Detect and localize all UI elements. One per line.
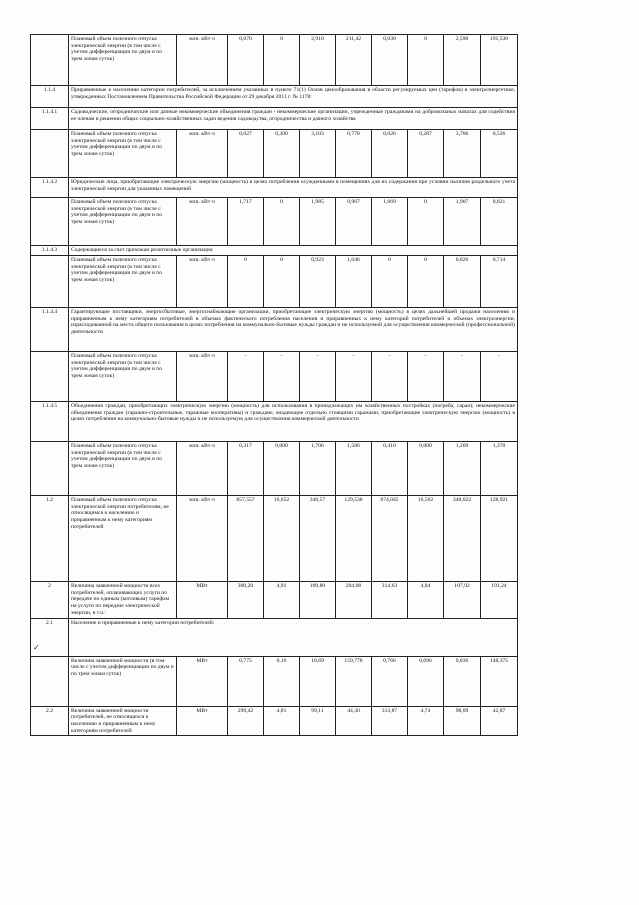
indicator-name-cell: Плановый объем полезного отпуска электрической энергии (в том числе с учетом дифференциации по двум и по трем зонам суток) bbox=[69, 198, 177, 246]
value-cell: 1,706 bbox=[300, 442, 336, 496]
value-cell: 0,300 bbox=[264, 130, 300, 178]
value-cell: 159,778 bbox=[336, 656, 372, 706]
row-number-cell: 1.1.4.5 bbox=[31, 402, 69, 442]
value-cell: 109,80 bbox=[300, 582, 336, 619]
value-cell: 314,63 bbox=[372, 582, 408, 619]
value-cell: 1,586 bbox=[336, 442, 372, 496]
unit-cell: МВт bbox=[177, 706, 228, 736]
value-cell: 0,10 bbox=[264, 656, 300, 706]
row-number-cell: 1.1.4.1 bbox=[31, 108, 69, 130]
value-cell: - bbox=[408, 352, 444, 402]
unit-cell: млн. кВт·ч bbox=[177, 496, 228, 582]
row-number-cell bbox=[31, 352, 69, 402]
check-mark-icon: ✓ bbox=[33, 643, 40, 652]
value-cell: 0,967 bbox=[336, 198, 372, 246]
value-cell: 9,836 bbox=[444, 656, 481, 706]
section-title-cell: Население и приравненные к нему категории потребителей: bbox=[69, 618, 518, 656]
indicator-name-cell: Плановый объем полезного отпуска электрической энергии (в том числе с учетом дифференциации по двум и по трем зонам суток) bbox=[69, 442, 177, 496]
value-cell: 2,590 bbox=[444, 35, 481, 86]
table-row bbox=[31, 496, 518, 582]
section-title-cell: Объединения граждан, приобретающих электрическую энергию (мощность) для использования в принадлежащих им хозяйственных постройках (погреба, сараи); некоммерческие объединения граждан (гаражно-строительные, гаражные кооперативы) и граждане, владеющие отдельно стоящими гаражами, приобретающие электрическую энергию (мощность) в целях потребления на коммунально-бытовые нужды и не используемую для осуществления коммерческой деятельности bbox=[69, 402, 518, 442]
value-cell: - bbox=[228, 352, 264, 402]
section-title-cell: Гарантирующие поставщики, энергосбытовые, энергоснабжающие организации, приобретающие электрическую энергию (мощность) в целях дальнейшей продажи населению и приравненным к нему категориям потребителей в объемах фактического потребления населения и приравненных к нему категорий потребителей и объемах электроэнергии, израсходованной на места общего пользования в целях потребления на коммунально-бытовые нужды граждан и не используемой для осуществления коммерческой (профессиональной) деятельности bbox=[69, 308, 518, 352]
section-title-cell: Приравненные к населению категории потребителей, за исключением указанных в пункте 71(1) Основ ценообразования в области регулируемых цен (тарифов) в электроэнергетике, утвержденных Постановлением Правительства Российской Федерации от 29 декабря 2011 г. № 1178: bbox=[69, 86, 518, 108]
value-cell: 0 bbox=[408, 35, 444, 86]
row-number-cell: 1.2 bbox=[31, 496, 69, 582]
value-cell: 0,410 bbox=[372, 442, 408, 496]
value-cell: 0,821 bbox=[481, 198, 518, 246]
value-cell: 191,530 bbox=[481, 35, 518, 86]
indicator-name-cell: Величина заявленной мощности (в том числе с учетом дифференциации по двум и по трем зонам суток) bbox=[69, 656, 177, 706]
table-row bbox=[31, 198, 518, 246]
value-cell: 204,08 bbox=[336, 582, 372, 619]
value-cell: 4,91 bbox=[264, 582, 300, 619]
value-cell: 98,09 bbox=[444, 706, 481, 736]
indicator-name-cell: Плановый объем полезного отпуска электрической энергии потребителям, не относящимся к населению и приравненным к нему категориям потребителей bbox=[69, 496, 177, 582]
value-cell: 191,24 bbox=[481, 582, 518, 619]
value-cell: 0 bbox=[228, 256, 264, 308]
row-number-cell: 1.1.4.4 bbox=[31, 308, 69, 352]
indicator-name-cell: Плановый объем полезного отпуска электрической энергии (в том числе с учетом дифференциации по двум и по трем зонам суток) bbox=[69, 352, 177, 402]
section-title-cell: Садоводческие, огороднические или дачные некоммерческие объединения граждан - некоммерческие организации, учрежденные гражданами на добровольных началах для содействия ее членам в решении общих социально-хозяйственных задач ведения садоводства, огородничества и дачного хозяйства bbox=[69, 108, 518, 130]
unit-cell: млн. кВт·ч bbox=[177, 130, 228, 178]
value-cell: 4,74 bbox=[408, 706, 444, 736]
value-cell: 0,778 bbox=[336, 130, 372, 178]
value-cell: 0 bbox=[264, 198, 300, 246]
value-cell: 42,87 bbox=[481, 706, 518, 736]
value-cell: 874,045 bbox=[372, 496, 408, 582]
value-cell: - bbox=[372, 352, 408, 402]
indicator-name-cell: Величина заявленной мощности всех потребителей, оплачивающих услуги по передаче по единым (котловым) тарифам на услуги по передаче электрической энергии, в т.ч.: bbox=[69, 582, 177, 619]
value-cell: 1,717 bbox=[228, 198, 264, 246]
value-cell: 0 bbox=[408, 198, 444, 246]
row-number-cell: 1.1.4 bbox=[31, 86, 69, 108]
value-cell: 346,57 bbox=[300, 496, 336, 582]
table-row bbox=[31, 582, 518, 619]
unit-cell: МВт bbox=[177, 582, 228, 619]
value-cell: 348,022 bbox=[444, 496, 481, 582]
value-cell: 857,557 bbox=[228, 496, 264, 582]
value-cell: - bbox=[336, 352, 372, 402]
value-cell: 211,42 bbox=[336, 35, 372, 86]
value-cell: 0 bbox=[264, 35, 300, 86]
value-cell: 1,907 bbox=[444, 198, 481, 246]
section-header-row bbox=[31, 308, 518, 352]
value-cell: 0 bbox=[264, 256, 300, 308]
value-cell: 0,287 bbox=[408, 130, 444, 178]
value-cell: - bbox=[264, 352, 300, 402]
row-number-cell bbox=[31, 198, 69, 246]
value-cell: 0,070 bbox=[228, 35, 264, 86]
indicator-name-cell: Плановый объем полезного отпуска электрической энергии (в том числе с учетом дифференциации по двум и по трем зонам суток) bbox=[69, 130, 177, 178]
value-cell: 0,826 bbox=[444, 256, 481, 308]
value-cell: 0 bbox=[372, 256, 408, 308]
section-title-cell: Содержащиеся за счет прихожан религиозные организации bbox=[69, 246, 518, 256]
table-body bbox=[31, 35, 518, 736]
value-cell: 1,985 bbox=[300, 198, 336, 246]
value-cell: 300,20 bbox=[228, 582, 264, 619]
value-cell: 16,562 bbox=[408, 496, 444, 582]
value-cell: 4,84 bbox=[408, 582, 444, 619]
value-cell: 1,269 bbox=[444, 442, 481, 496]
indicator-name-cell: Плановый объем полезного отпуска электрической энергии (в том числе с учетом дифференциации по двум и по трем зонам суток) bbox=[69, 35, 177, 86]
section-header-row bbox=[31, 246, 518, 256]
value-cell: 0,030 bbox=[372, 35, 408, 86]
value-cell: 99,11 bbox=[300, 706, 336, 736]
unit-cell: млн. кВт·ч bbox=[177, 442, 228, 496]
value-cell: 129,538 bbox=[336, 496, 372, 582]
section-header-row bbox=[31, 618, 518, 656]
row-number-cell bbox=[31, 35, 69, 86]
value-cell: 0,766 bbox=[372, 656, 408, 706]
row-number-cell: 2 bbox=[31, 582, 69, 619]
row-number-cell bbox=[31, 656, 69, 706]
value-cell: 16,652 bbox=[264, 496, 300, 582]
value-cell: 0,923 bbox=[300, 256, 336, 308]
value-cell: 10,69 bbox=[300, 656, 336, 706]
section-header-row bbox=[31, 86, 518, 108]
value-cell: - bbox=[481, 352, 518, 402]
value-cell: 0 bbox=[408, 256, 444, 308]
value-cell: 0,526 bbox=[481, 130, 518, 178]
unit-cell: млн. кВт·ч bbox=[177, 35, 228, 86]
tariff-table bbox=[30, 34, 518, 736]
row-number-cell: 1.1.4.3 bbox=[31, 246, 69, 256]
value-cell: 0,027 bbox=[228, 130, 264, 178]
unit-cell: млн. кВт·ч bbox=[177, 198, 228, 246]
value-cell: 299,42 bbox=[228, 706, 264, 736]
value-cell: 0,775 bbox=[228, 656, 264, 706]
table-row bbox=[31, 706, 518, 736]
value-cell: 0,026 bbox=[372, 130, 408, 178]
section-header-row bbox=[31, 402, 518, 442]
table-row bbox=[31, 256, 518, 308]
value-cell: 107,92 bbox=[444, 582, 481, 619]
value-cell: 4,81 bbox=[264, 706, 300, 736]
table-row bbox=[31, 352, 518, 402]
table-row bbox=[31, 35, 518, 86]
unit-cell: МВт bbox=[177, 656, 228, 706]
table-row bbox=[31, 656, 518, 706]
value-cell: - bbox=[444, 352, 481, 402]
indicator-name-cell: Величина заявленной мощности потребителей, не относящихся к населению и приравненным к нему категориям потребителей bbox=[69, 706, 177, 736]
table-row bbox=[31, 130, 518, 178]
row-number-cell: 2.2 bbox=[31, 706, 69, 736]
table-row bbox=[31, 442, 518, 496]
value-cell: 148,375 bbox=[481, 656, 518, 706]
value-cell: 2,910 bbox=[300, 35, 336, 86]
value-cell: 0,096 bbox=[408, 656, 444, 706]
value-cell: 0,000 bbox=[264, 442, 300, 496]
value-cell: 1,046 bbox=[336, 256, 372, 308]
value-cell: 3,706 bbox=[444, 130, 481, 178]
value-cell: 1,370 bbox=[481, 442, 518, 496]
row-number-cell bbox=[31, 442, 69, 496]
unit-cell: млн. кВт·ч bbox=[177, 256, 228, 308]
value-cell: 128,921 bbox=[481, 496, 518, 582]
section-header-row bbox=[31, 108, 518, 130]
unit-cell: млн. кВт·ч bbox=[177, 352, 228, 402]
value-cell: 0,317 bbox=[228, 442, 264, 496]
row-number-cell: 1.1.4.2 bbox=[31, 178, 69, 198]
value-cell: 0,000 bbox=[408, 442, 444, 496]
value-cell: 3,103 bbox=[300, 130, 336, 178]
section-title-cell: Юридические лица, приобретающие электрическую энергию (мощность) в целях потребления осужденными в помещениях для их содержания при условии наличия раздельного учета электрической энергии для указанных помещений bbox=[69, 178, 518, 198]
section-header-row bbox=[31, 178, 518, 198]
value-cell: 44,30 bbox=[336, 706, 372, 736]
value-cell: 313,87 bbox=[372, 706, 408, 736]
value-cell: 1,669 bbox=[372, 198, 408, 246]
value-cell: - bbox=[300, 352, 336, 402]
row-number-cell bbox=[31, 256, 69, 308]
value-cell: 0,714 bbox=[481, 256, 518, 308]
row-number-cell: 2.1 bbox=[31, 618, 69, 656]
row-number-cell bbox=[31, 130, 69, 178]
indicator-name-cell: Плановый объем полезного отпуска электрической энергии (в том числе с учетом дифференциации по двум и по трем зонам суток) bbox=[69, 256, 177, 308]
